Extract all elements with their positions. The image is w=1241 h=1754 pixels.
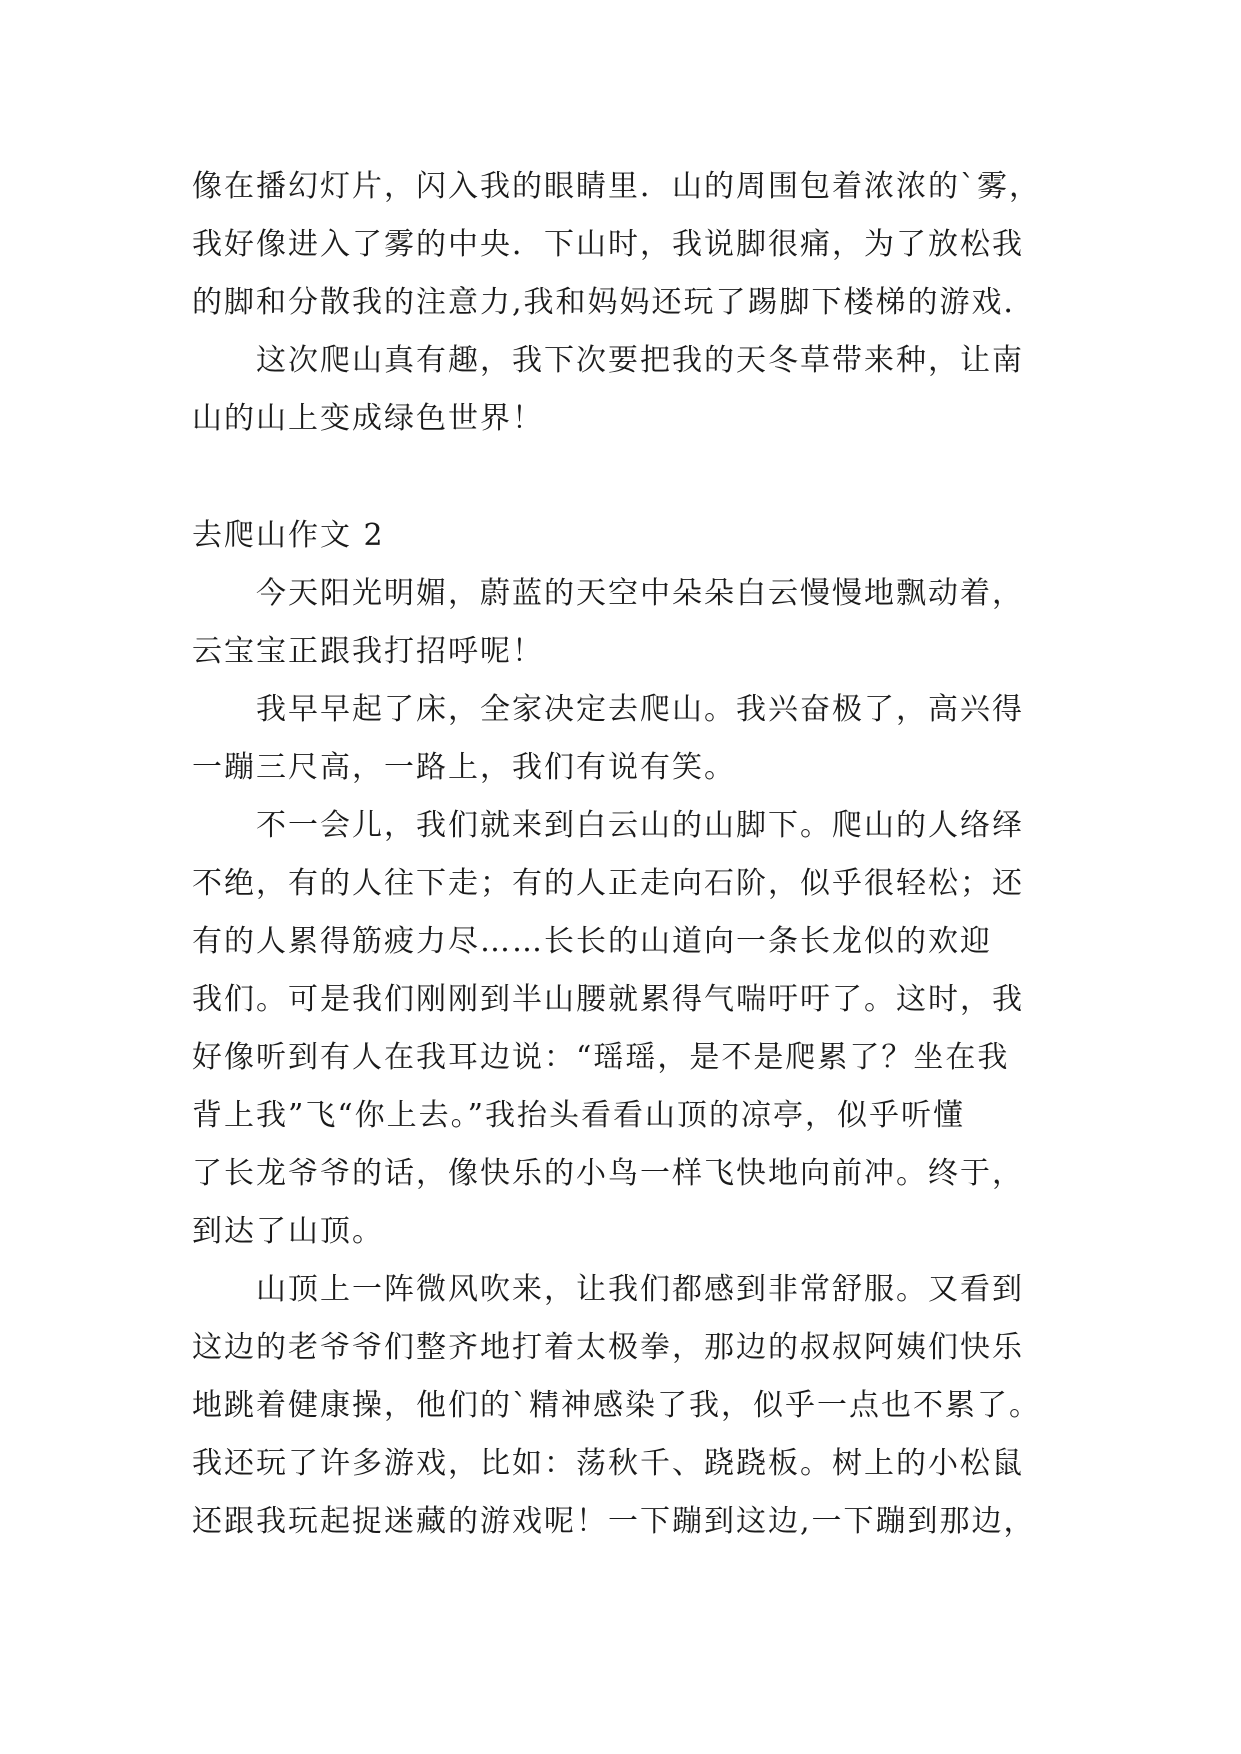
paragraph-line: 这边的老爷爷们整齐地打着太极拳，那边的叔叔阿姨们快乐 <box>192 1330 1024 1365</box>
paragraph-line: 我好像进入了雾的中央．下山时，我说脚很痛，为了放松我 <box>192 227 1024 262</box>
paragraph-line: 山的山上变成绿色世界！ <box>192 401 544 436</box>
paragraph-line: 这次爬山真有趣，我下次要把我的天冬草带来种，让南 <box>256 343 1024 378</box>
paragraph-line: 好像听到有人在我耳边说：“瑶瑶，是不是爬累了？坐在我 <box>192 1040 1010 1075</box>
essay-2-body <box>192 565 1072 1551</box>
paragraph-line: 还跟我玩起捉迷藏的游戏呢！一下蹦到这边,一下蹦到那边， <box>192 1504 1036 1539</box>
paragraph-line: 云宝宝正跟我打招呼呢！ <box>192 634 544 669</box>
paragraph-line: 背上我”飞“你上去。”我抬头看看山顶的凉亭，似乎听懂 <box>192 1098 966 1133</box>
paragraph-line: 不一会儿，我们就来到白云山的山脚下。爬山的人络绎 <box>256 808 1024 843</box>
essay-1-continuation <box>192 158 1072 448</box>
paragraph-line: 今天阳光明媚，蔚蓝的天空中朵朵白云慢慢地飘动着， <box>256 576 1024 611</box>
paragraph-line: 一蹦三尺高，一路上，我们有说有笑。 <box>192 750 736 785</box>
paragraph-line: 有的人累得筋疲力尽……长长的山道向一条长龙似的欢迎 <box>192 924 992 959</box>
paragraph-line: 我还玩了许多游戏，比如：荡秋千、跷跷板。树上的小松鼠 <box>192 1446 1024 1481</box>
paragraph-line: 山顶上一阵微风吹来，让我们都感到非常舒服。又看到 <box>256 1272 1024 1307</box>
paragraph-line: 的脚和分散我的注意力,我和妈妈还玩了踢脚下楼梯的游戏． <box>192 285 1036 320</box>
paragraph-line: 我早早起了床，全家决定去爬山。我兴奋极了，高兴得 <box>256 692 1024 727</box>
paragraph-line: 地跳着健康操，他们的`精神感染了我，似乎一点也不累了。 <box>192 1388 1041 1423</box>
paragraph-line: 像在播幻灯片，闪入我的眼睛里．山的周围包着浓浓的`雾， <box>192 169 1041 204</box>
paragraph-line: 了长龙爷爷的话，像快乐的小鸟一样飞快地向前冲。终于， <box>192 1156 1024 1191</box>
essay-2-title: 去爬山作文 2 <box>192 518 385 553</box>
paragraph-line: 不绝，有的人往下走；有的人正走向石阶，似乎很轻松；还 <box>192 866 1024 901</box>
paragraph-line: 到达了山顶。 <box>192 1214 384 1249</box>
paragraph-line: 我们。可是我们刚刚到半山腰就累得气喘吁吁了。这时，我 <box>192 982 1024 1017</box>
